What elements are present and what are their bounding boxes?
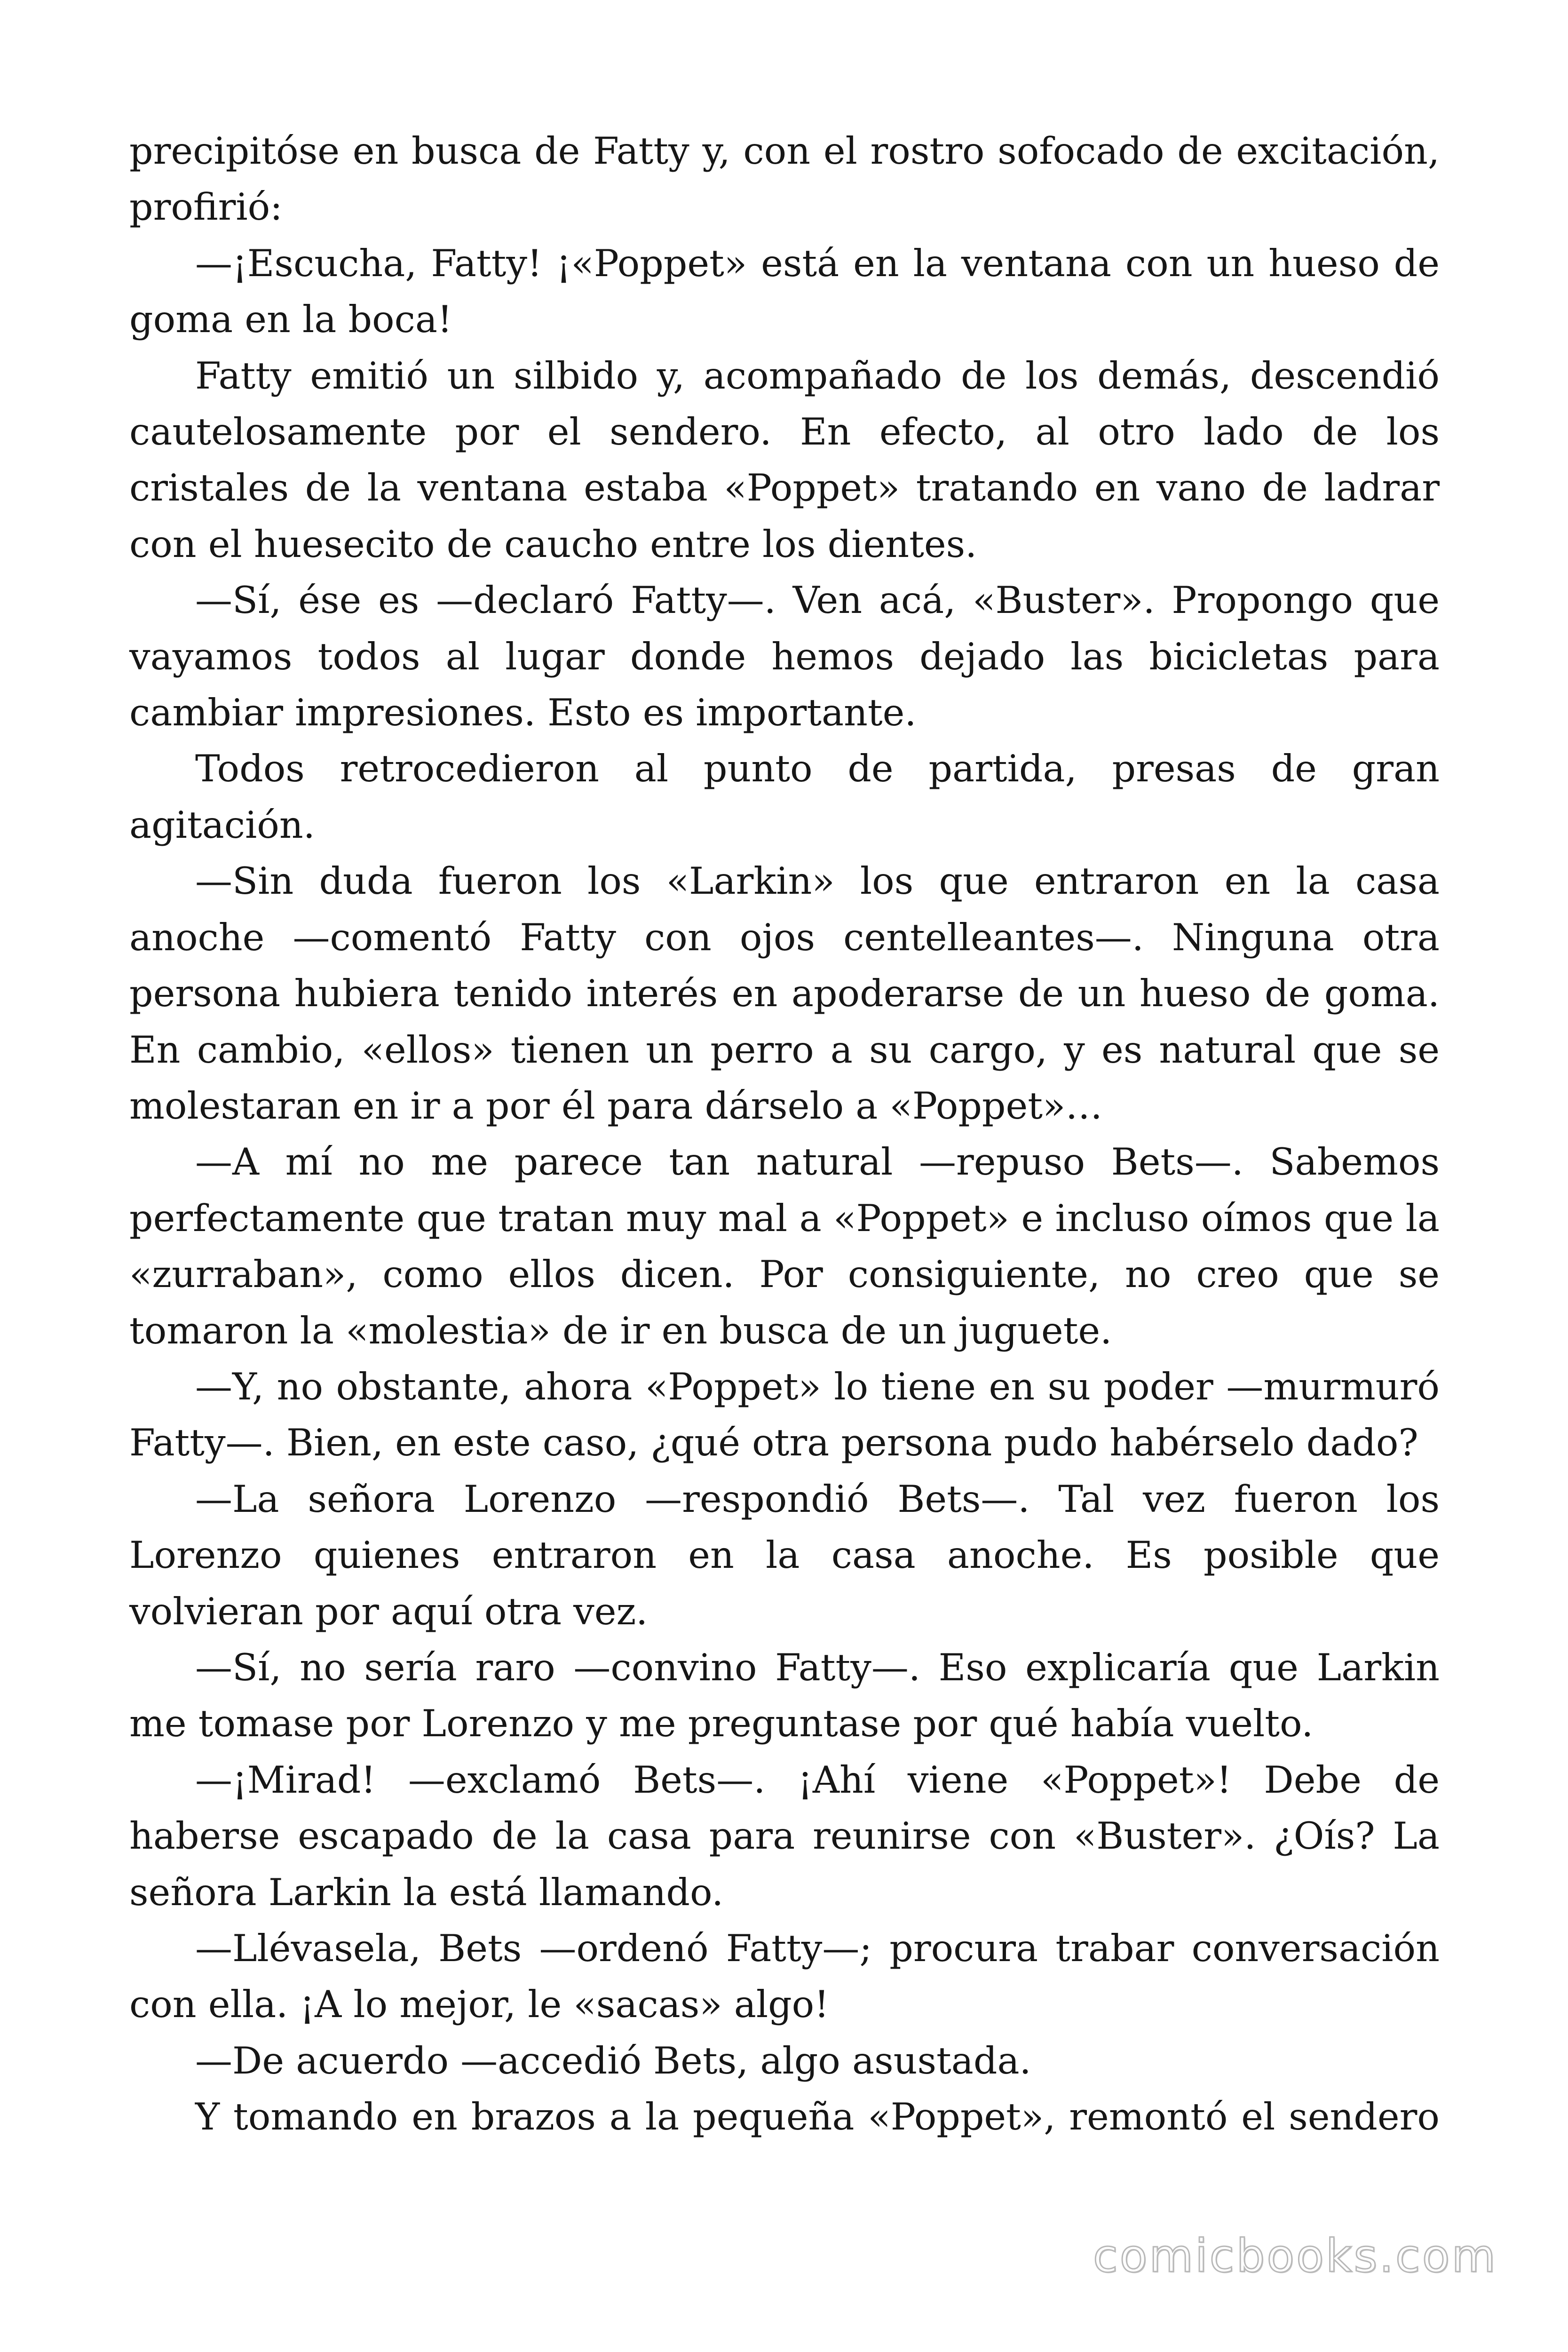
paragraph: —La señora Lorenzo —respondió Bets—. Tal vez fueron los Lorenzo quienes entraron en la casa anoche. Es posible que volvieran por aquí otra vez.	[129, 1477, 1440, 1633]
watermark: comicbooks.com	[1093, 2230, 1497, 2282]
paragraph: —Llévasela, Bets —ordenó Fatty—; procura trabar conversación con ella. ¡A lo mejor, le «sacas» algo!	[129, 1927, 1440, 2026]
paragraph: —De acuerdo —accedió Bets, algo asustada.	[195, 2039, 1031, 2082]
body-text	[129, 123, 1440, 2145]
paragraph: Todos retrocedieron al punto de partida, presas de gran agitación.	[129, 747, 1440, 847]
paragraph: Fatty emitió un silbido y, acompañado de los demás, descendió cautelosamente por el sendero. En efecto, al otro lado de los cristales de la ventana estaba «Poppet» tratando en vano de ladrar con el huesecito de caucho entre los dientes.	[129, 354, 1440, 566]
paragraph: —Sí, ése es —declaró Fatty—. Ven acá, «Buster». Propongo que vayamos todos al lugar donde hemos dejado las bicicletas para cambiar impresiones. Esto es importante.	[129, 579, 1440, 735]
paragraph: —Sin duda fueron los «Larkin» los que entraron en la casa anoche —comentó Fatty con ojos centelleantes—. Ninguna otra persona hubiera tenido interés en apoderarse de un hueso de goma. En cambio, «ellos» tienen un perro a su cargo, y es natural que se molestaran en ir a por él para dárselo a «Poppet»…	[129, 859, 1440, 1128]
paragraph: —A mí no me parece tan natural —repuso Bets—. Sabemos perfectamente que tratan muy mal a «Poppet» e incluso oímos que la «zurraban», como ellos dicen. Por consiguiente, no creo que se tomaron la «molestia» de ir en busca de un juguete.	[129, 1140, 1440, 1352]
paragraph: —Y, no obstante, ahora «Poppet» lo tiene en su poder —murmuró Fatty—. Bien, en este caso, ¿qué otra persona pudo habérselo dado?	[129, 1365, 1440, 1465]
paragraph: precipitóse en busca de Fatty y, con el rostro sofocado de excitación, profirió:	[129, 129, 1440, 229]
paragraph: Y tomando en brazos a la pequeña «Poppet», remontó el sendero	[195, 2095, 1440, 2139]
paragraph: —Sí, no sería raro —convino Fatty—. Eso explicaría que Larkin me tomase por Lorenzo y me preguntase por qué había vuelto.	[129, 1645, 1440, 1746]
paragraph: —¡Mirad! —exclamó Bets—. ¡Ahí viene «Poppet»! Debe de haberse escapado de la casa para reunirse con «Buster». ¿Oís? La señora Larkin la está llamando.	[129, 1758, 1440, 1914]
paragraph: —¡Escucha, Fatty! ¡«Poppet» está en la ventana con un hueso de goma en la boca!	[129, 241, 1440, 342]
